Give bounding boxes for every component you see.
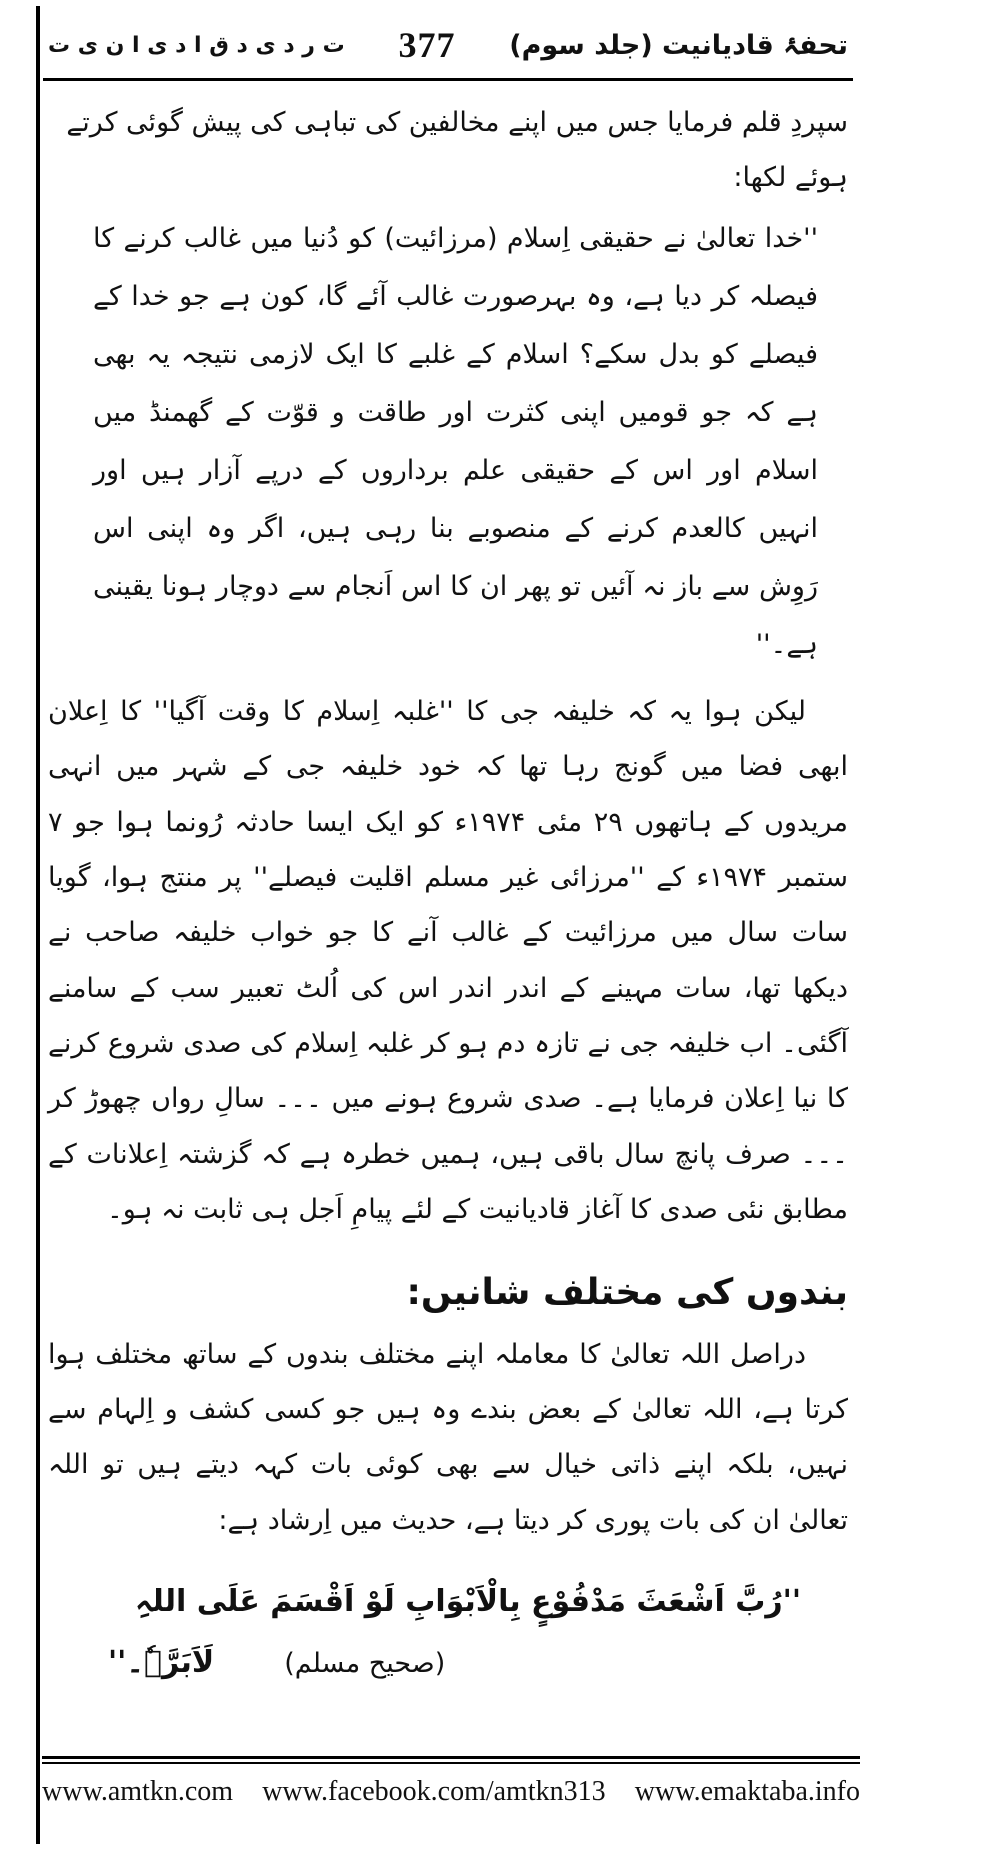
page-header bbox=[48, 0, 848, 66]
footer-link-facebook: www.facebook.com/amtkn313 bbox=[262, 1776, 606, 1807]
hadith-text-line2: لَاَبَرَّہٗ۔'' bbox=[108, 1644, 215, 1680]
section-heading: بندوں کی مختلف شانیں: bbox=[406, 1271, 848, 1313]
page-number: 377 bbox=[398, 25, 456, 65]
hadith-source-citation: (صحیح مسلم) bbox=[284, 1647, 446, 1679]
footer-link-emaktaba: www.emaktaba.info bbox=[634, 1776, 860, 1807]
footer-rule bbox=[42, 1756, 860, 1764]
book-title: تحفۂ قادیانیت (جلد سوم) bbox=[509, 29, 848, 61]
hadith-line2-row bbox=[48, 1645, 848, 1680]
footer-link-amtkn: www.amtkn.com bbox=[42, 1776, 234, 1807]
book-page bbox=[48, 0, 848, 1680]
intro-paragraph: سپردِ قلم فرمایا جس میں اپنے مخالفین کی تباہی کی پیش گوئی کرتے ہوئے لکھا: bbox=[66, 107, 848, 194]
header-rule bbox=[43, 78, 853, 81]
body-paragraph: لیکن ہوا یہ کہ خلیفہ جی کا ''غلبہ اِسلام کا وقت آگیا'' کا اِعلان ابھی فضا میں گونج رہا تھا کہ خود خلیفہ جی کے شہر میں انہی مریدوں کے ہاتھوں ۲۹ مئی ۱۹۷۴ء کو ایک ایسا حادثہ رُونما ہوا جو ۷ ستمبر ۱۹۷۴ء کے ''مرزائی غیر مسلم اقلیت فیصلے'' پر منتج ہوا، گویا سات سال میں مرزائیت کے غالب آنے کا جو خواب خلیفہ صاحب نے دیکھا تھا، سات مہینے کے اندر اندر اس کی اُلٹ تعبیر سب کے سامنے آگئی۔ اب خلیفہ جی نے تازہ دم ہو کر غلبہ اِسلام کی صدی شروع کرنے کا نیا اِعلان فرمایا ہے۔ صدی شروع ہونے میں ۔۔۔ سالِ رواں چھوڑ کر ۔۔۔ صرف پانچ سال باقی ہیں، ہمیں خطرہ ہے کہ گزشتہ اِعلانات کے مطابق نئی صدی کا آغاز قادیانیت کے لئے پیامِ اَجل ہی ثابت نہ ہو۔ bbox=[48, 696, 849, 1226]
quotation-block: ''خدا تعالیٰ نے حقیقی اِسلام (مرزائیت) کو دُنیا میں غالب کرنے کا فیصلہ کر دیا ہے، وہ بہرصورت غالب آئے گا، کون ہے جو خدا کے فیصلے کو بدل سکے؟ اسلام کے غلبے کا ایک لازمی نتیجہ یہ بھی ہے کہ جو قومیں اپنی کثرت اور طاقت و قوّت کے گھمنڈ میں اسلام اور اس کے حقیقی علم برداروں کے درپے آزار ہیں اور انہیں کالعدم کرنے کے منصوبے بنا رہی ہیں، اگر وہ اپنی اس رَوِش سے باز نہ آئیں تو پھر ان کا اس اَنجام سے دوچار ہونا یقینی ہے۔'' bbox=[93, 222, 818, 661]
edge-title: ت ر د ی د ق ا د ی ا ن ی ت bbox=[48, 32, 345, 58]
footer-links bbox=[42, 1776, 860, 1808]
page-footer bbox=[42, 1756, 860, 1808]
scan-edge-line bbox=[36, 6, 40, 1844]
commentary-paragraph: دراصل اللہ تعالیٰ کا معاملہ اپنے مختلف بندوں کے ساتھ مختلف ہوا کرتا ہے، اللہ تعالیٰ کے بعض بندے وہ ہیں جو کسی کشف و اِلہام سے نہیں، بلکہ اپنے ذاتی خیال سے بھی کوئی بات کہہ دیتے ہیں تو اللہ تعالیٰ ان کی بات پوری کر دیتا ہے، حدیث میں اِرشاد ہے: bbox=[48, 1338, 848, 1536]
hadith-text-line1: ''رُبَّ اَشْعَثَ مَدْفُوْعٍ بِالْاَبْوَابِ لَوْ اَقْسَمَ عَلَی اللہِ bbox=[134, 1583, 802, 1619]
